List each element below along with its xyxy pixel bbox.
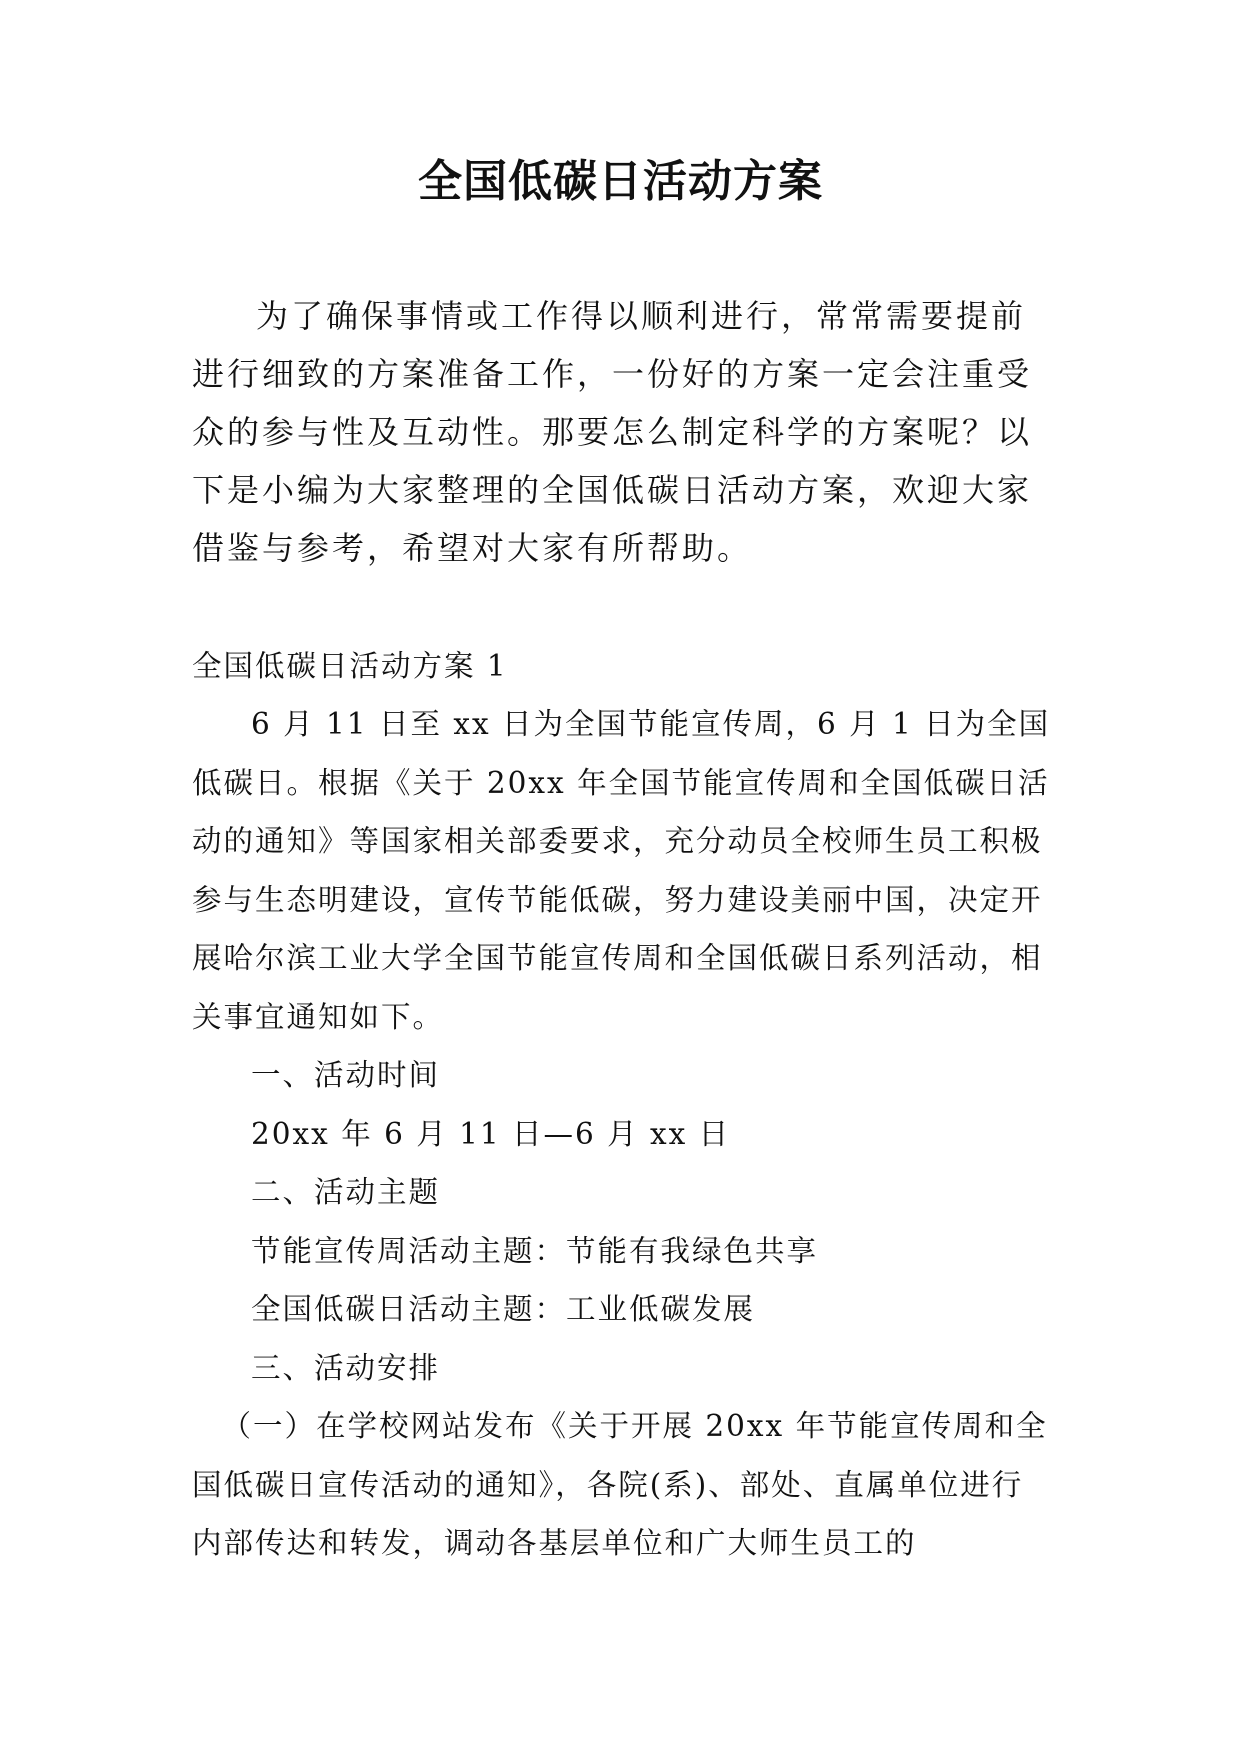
activity-time-heading: 一、活动时间 <box>251 1058 441 1092</box>
arrangement-item-1: （一）在学校网站发布《关于开展 20xx 年节能宣传周和全国低碳日宣传活动的通知》，各院(系)、部处、直属单位进行内部传达和转发，调动各基层单位和广大师生员工的 <box>192 1409 1048 1560</box>
activity-arrangement-heading: 三、活动安排 <box>251 1350 441 1385</box>
document-title: 全国低碳日活动方案 <box>418 156 823 207</box>
low-carbon-day-theme: 全国低碳日活动主题：工业低碳发展 <box>251 1292 756 1326</box>
intro-paragraph: 为了确保事情或工作得以顺利进行，常常需要提前进行细致的方案准备工作，一份好的方案一定会注重受众的参与性及互动性。那要怎么制定科学的方案呢？以下是小编为大家整理的全国低碳日活动方案，欢迎大家借鉴与参考，希望对大家有所帮助。 <box>192 297 1033 567</box>
activity-time-value: 20xx 年 6 月 11 日—6 月 xx 日 <box>251 1116 731 1151</box>
energy-week-theme: 节能宣传周活动主题：节能有我绿色共享 <box>251 1233 819 1268</box>
activity-theme-heading: 二、活动主题 <box>251 1175 441 1209</box>
section-heading: 全国低碳日活动方案 1 <box>192 649 508 683</box>
body-paragraph: 6 月 11 日至 xx 日为全国节能宣传周，6 月 1 日为全国低碳日。根据《关于 20xx 年全国节能宣传周和全国低碳日活动的通知》等国家相关部委要求，充分动员全校师生员工积极参与生态明建设，宣传节能低碳，努力建设美丽中国，决定开展哈尔滨工业大学全国节能宣传周和全国低碳日系列活动，相关事宜通知如下。 <box>192 707 1051 1034</box>
document-body <box>192 287 1052 1573</box>
